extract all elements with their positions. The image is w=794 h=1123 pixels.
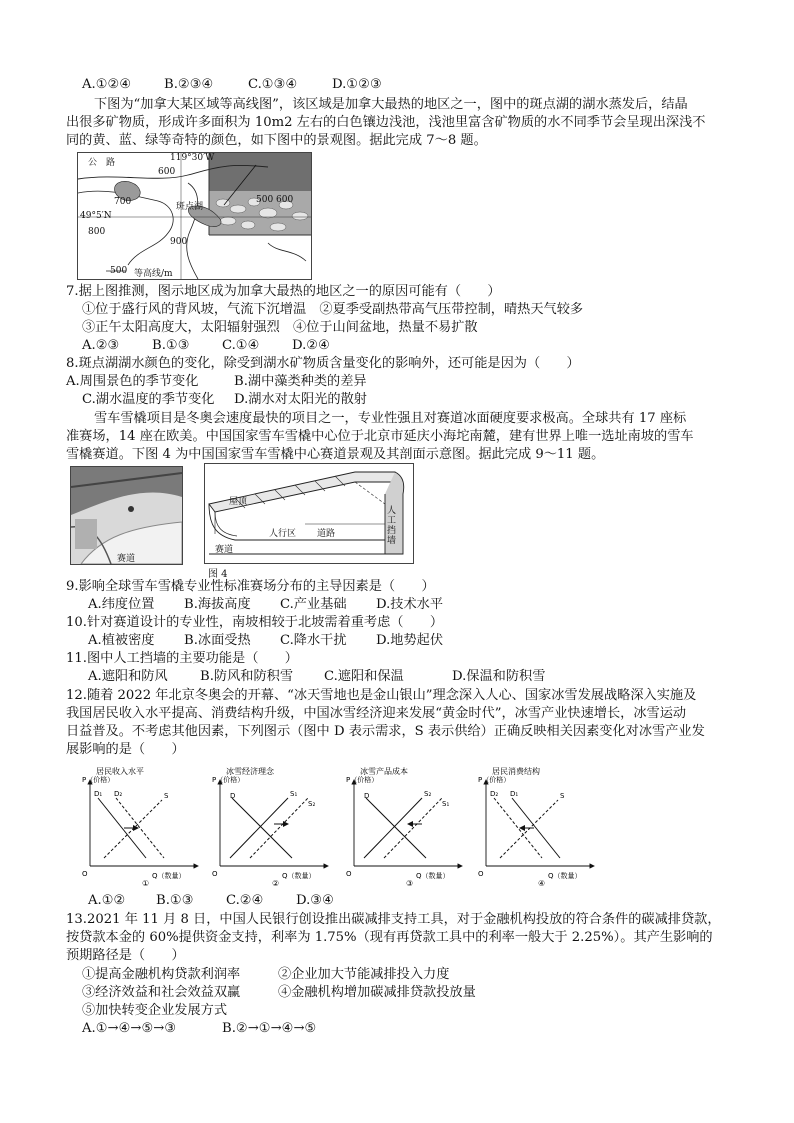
q13-statements-row-2 bbox=[82, 984, 476, 1002]
graph-curve-third bbox=[232, 798, 292, 858]
q11-option-b: B.防风和防积雪 bbox=[200, 669, 294, 684]
q8-option-c: C.湖水温度的季节变化 bbox=[82, 392, 215, 407]
q8-options-row-2 bbox=[82, 391, 367, 409]
q12-line-4: 展影响的是（ ） bbox=[66, 742, 185, 757]
graph-curve-label: S bbox=[164, 792, 169, 800]
graph-title: 冰雪经济理念 bbox=[226, 767, 274, 776]
q10-option-d: D.地势起伏 bbox=[376, 633, 444, 648]
map-legend-number: 500 bbox=[110, 266, 128, 276]
map-road-label: 公 路 bbox=[88, 158, 116, 168]
track-photo bbox=[70, 466, 183, 565]
q12-option-d: D.③④ bbox=[296, 893, 334, 908]
intro-7-8-line-1: 下图为“加拿大某区域等高线图”，该区域是加拿大最热的地区之一，图中的斑点湖的湖水蒸发后，结晶 bbox=[94, 97, 688, 112]
contour-map bbox=[77, 152, 312, 280]
q13-statements-row-1 bbox=[82, 966, 449, 984]
q9-option-d: D.技术水平 bbox=[376, 597, 444, 612]
q8-option-b: B.湖中藻类种类的差异 bbox=[234, 374, 367, 389]
graph-title: 居民收入水平 bbox=[96, 767, 144, 776]
map-latitude-label: 49°5′N bbox=[80, 211, 112, 221]
q10-stem: 10.针对赛道设计的专业性，南坡相较于北坡需着重考虑（ ） bbox=[66, 615, 444, 630]
figure-4-caption: 图 4 bbox=[208, 569, 228, 580]
graph-origin: O bbox=[346, 870, 352, 878]
q8-stem: 8.斑点湖湖水颜色的变化，除受到湖水矿物质含量变化的影响外，还可能是因为（ ） bbox=[66, 356, 580, 371]
graph-curve-label: D bbox=[230, 792, 236, 800]
map-contour-700: 700 bbox=[114, 197, 132, 207]
graph-curve-label: D₂ bbox=[114, 790, 123, 798]
graph-x-label: Q（数量） bbox=[282, 872, 316, 880]
graph-curve-third bbox=[500, 800, 558, 858]
graph-y-label: P（价格） bbox=[346, 776, 379, 784]
section-wall-label: 人工挡墙 bbox=[387, 506, 397, 546]
map-longitude-label: 119°30′W bbox=[170, 153, 215, 163]
intro-7-8-line-2: 出很多矿物质，形成许多面积为 10m2 左右的白色镶边浅池，浅池里富含矿物质的水不同季节会呈现出深浅不 bbox=[66, 115, 706, 130]
q9-option-b: B.海拔高度 bbox=[184, 597, 251, 612]
q13-line-1: 13.2021 年 11 月 8 日，中国人民银行创设推出碳减排支持工具，对于金融机构投放的符合条件的碳减排贷款， bbox=[66, 912, 721, 927]
intro-7-8-line-3: 同的黄、蓝、绿等奇特的颜色，如下图中的景观图。据此完成 7～8 题。 bbox=[66, 133, 487, 148]
q13-options bbox=[82, 1020, 316, 1038]
section-walkway-label: 人行区 bbox=[269, 529, 297, 539]
track-cross-section bbox=[204, 463, 414, 564]
graph-curve-label: D₁ bbox=[510, 790, 519, 798]
section-road-label: 道路 bbox=[317, 529, 336, 539]
graph-curve-label: S₂ bbox=[424, 790, 432, 798]
q10-option-a: A.植被密度 bbox=[88, 633, 155, 648]
q6-option-b: B.②③④ bbox=[164, 77, 214, 92]
graph-y-label: P（价格） bbox=[82, 776, 115, 784]
q9-options bbox=[88, 596, 443, 614]
q10-options bbox=[88, 632, 443, 650]
graph-x-label: Q（数量） bbox=[416, 872, 450, 880]
graph-curve-third bbox=[366, 798, 426, 858]
q10-option-c: C.降水干扰 bbox=[280, 633, 347, 648]
q13-statement-3: ③经济效益和社会效益双赢 bbox=[82, 985, 241, 1000]
graphs-svg bbox=[76, 764, 716, 888]
q13-line-2: 按贷款本金的 60%提供资金支持，利率为 1.75%（现有再贷款工具中的利率一般大于 2.25%）。其产生影响的 bbox=[66, 930, 713, 945]
q7-option-d: D.②④ bbox=[292, 338, 330, 353]
graph-curve-label: S₁ bbox=[290, 790, 298, 798]
map-contour-600: 600 bbox=[158, 167, 176, 177]
graph-curve-solid bbox=[98, 798, 146, 858]
q12-options bbox=[88, 892, 334, 910]
q7-option-a: A.②③ bbox=[82, 338, 120, 353]
q8-option-a: A.周围景色的季节变化 bbox=[66, 374, 199, 389]
map-legend-text: 等高线/m bbox=[134, 269, 173, 279]
graph-curve-label: D bbox=[364, 792, 370, 800]
graph-number: ④ bbox=[538, 879, 546, 888]
intro-9-11-line-2: 准赛场，14 座在欧美。中国国家雪车雪橇中心位于北京市延庆小海坨南麓，建有世界上唯一选址南坡的雪车 bbox=[66, 429, 694, 444]
graph-y-label: P（价格） bbox=[478, 776, 511, 784]
map-contour-900: 900 bbox=[170, 237, 188, 247]
graph-curve-label: D₁ bbox=[94, 790, 103, 798]
q8-option-d: D.湖水对太阳光的散射 bbox=[234, 392, 367, 407]
q11-option-a: A.遮阳和防风 bbox=[88, 669, 168, 684]
q12-option-b: B.①③ bbox=[156, 893, 194, 908]
q11-stem: 11.图中人工挡墙的主要功能是（ ） bbox=[66, 651, 298, 666]
q6-options bbox=[82, 76, 382, 94]
q13-statement-2: ②企业加大节能减排投入力度 bbox=[278, 967, 450, 982]
graph-curve-dashed bbox=[116, 798, 164, 858]
supply-demand-graphs bbox=[76, 764, 716, 888]
graph-curve-label: S bbox=[560, 792, 565, 800]
q9-stem: 9.影响全球雪车雪橇专业性标准赛场分布的主导因素是（ ） bbox=[66, 579, 435, 594]
q7-stem: 7.据上图推测，图示地区成为加拿大最热的地区之一的原因可能有（ ） bbox=[66, 284, 501, 299]
graph-origin: O bbox=[212, 870, 218, 878]
graph-title: 居民消费结构 bbox=[492, 767, 540, 776]
graph-x-label: Q（数量） bbox=[152, 872, 186, 880]
q6-option-c: C.①③④ bbox=[248, 77, 298, 92]
photo-track-label: 赛道 bbox=[117, 554, 136, 564]
q11-option-d: D.保温和防积雪 bbox=[452, 669, 546, 684]
section-roof-label: 屋顶 bbox=[229, 497, 248, 507]
q13-statement-1: ①提高金融机构贷款利润率 bbox=[82, 967, 241, 982]
q7-options bbox=[82, 337, 330, 355]
graph-curve-solid bbox=[512, 798, 560, 858]
map-contour-800: 800 bbox=[88, 227, 106, 237]
q13-statement-4: ④金融机构增加碳减排贷款投放量 bbox=[278, 985, 476, 1000]
q12-line-3: 日益普及。不考虑其他因素，下列图示（图中 D 表示需求，S 表示供给）正确反映相关因素变化对冰雪产业发 bbox=[66, 724, 705, 739]
q12-line-2: 我国居民收入水平提高、消费结构升级，中国冰雪经济迎来发展“黄金时代”，冰雪产业快速增长，冰雪运动 bbox=[66, 706, 687, 721]
graph-curve-label: S₁ bbox=[442, 800, 450, 808]
q7-statements-2: ③正午太阳高度大，太阳辐射强烈 ④位于山间盆地，热量不易扩散 bbox=[82, 320, 478, 335]
q10-option-b: B.冰面受热 bbox=[184, 633, 251, 648]
q9-option-c: C.产业基础 bbox=[280, 597, 347, 612]
graph-curve-dashed bbox=[494, 798, 542, 858]
map-contour-500-600: 500 600 bbox=[256, 195, 294, 205]
graph-number: ① bbox=[142, 879, 150, 888]
q9-option-a: A.纬度位置 bbox=[88, 597, 155, 612]
q13-line-3: 预期路径是（ ） bbox=[66, 948, 185, 963]
graph-title: 冰雪产品成本 bbox=[360, 767, 408, 776]
graph-curve-label: S₂ bbox=[308, 800, 316, 808]
graph-origin: O bbox=[82, 870, 88, 878]
q6-option-a: A.①②④ bbox=[82, 77, 132, 92]
q13-statement-5: ⑤加快转变企业发展方式 bbox=[82, 1003, 228, 1018]
q7-option-b: B.①③ bbox=[152, 338, 190, 353]
q12-line-1: 12.随着 2022 年北京冬奥会的开幕、“冰天雪地也是金山银山”理念深入人心、国家冰雪发展战略深入实施及 bbox=[66, 688, 697, 703]
q13-option-a: A.①→④→⑤→③ bbox=[82, 1021, 177, 1036]
q13-option-b: B.②→①→④→⑤ bbox=[222, 1021, 317, 1036]
graph-number: ③ bbox=[406, 879, 414, 888]
graph-origin: O bbox=[478, 870, 484, 878]
graph-curve-label: D₂ bbox=[490, 790, 499, 798]
map-lake-label: 斑点湖 bbox=[176, 202, 204, 212]
intro-9-11-line-3: 雪橇赛道。下图 4 为中国国家雪车雪橇中心赛道景观及其剖面示意图。据此完成 9～11 题。 bbox=[66, 447, 605, 462]
q7-statements-1: ①位于盛行风的背风坡，气流下沉增温 ②夏季受副热带高气压带控制，晴热天气较多 bbox=[82, 302, 584, 317]
intro-9-11-line-1: 雪车雪橇项目是冬奥会速度最快的项目之一，专业性强且对赛道冰面硬度要求极高。全球共有 17 座标 bbox=[94, 411, 687, 426]
q6-option-d: D.①②③ bbox=[332, 77, 382, 92]
q8-options-row-1 bbox=[66, 373, 367, 391]
q11-option-c: C.遮阳和保温 bbox=[324, 669, 404, 684]
section-track-label: 赛道 bbox=[215, 545, 234, 555]
graph-y-label: P（价格） bbox=[212, 776, 245, 784]
q12-option-c: C.②④ bbox=[226, 893, 264, 908]
graph-curve-third bbox=[104, 800, 162, 858]
graph-number: ② bbox=[272, 879, 280, 888]
q11-options bbox=[88, 668, 545, 686]
graph-x-label: Q（数量） bbox=[548, 872, 582, 880]
q7-option-c: C.①④ bbox=[222, 338, 260, 353]
q12-option-a: A.①② bbox=[88, 893, 126, 908]
